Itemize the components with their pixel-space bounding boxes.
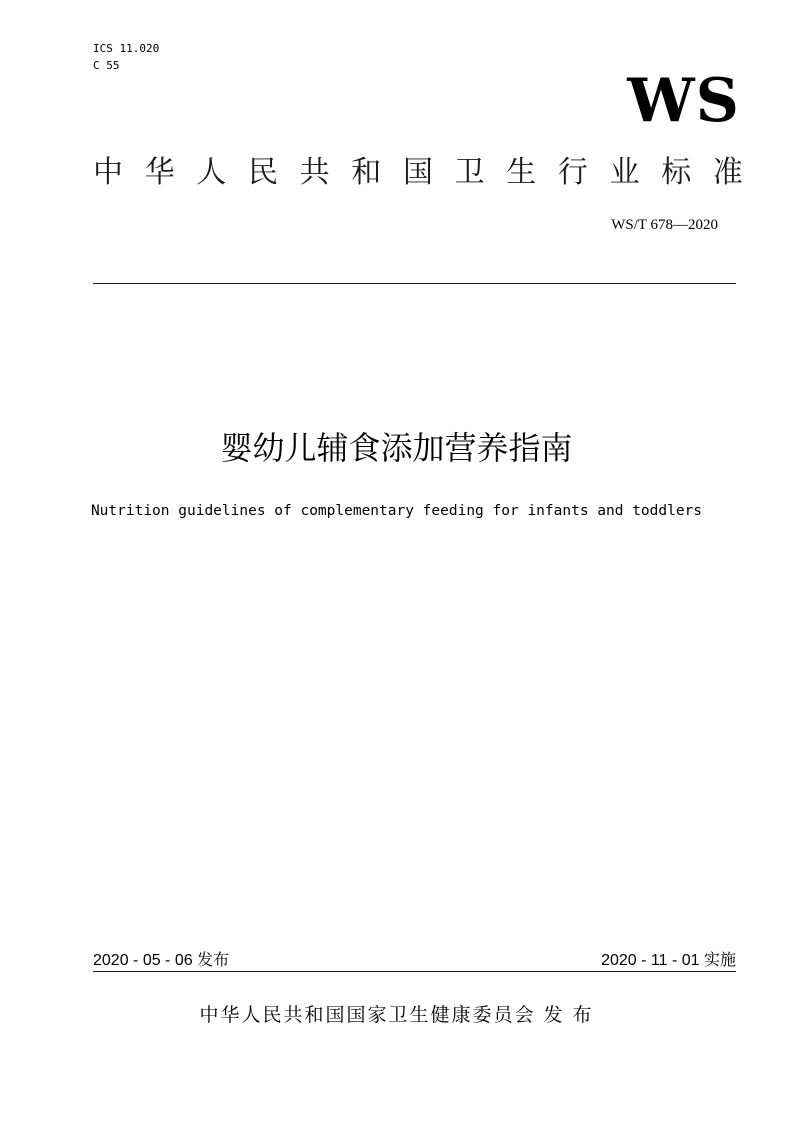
standard-title-char: 和 bbox=[351, 155, 382, 190]
standard-title-char: 业 bbox=[609, 155, 640, 190]
ws-logo: WS bbox=[627, 66, 740, 136]
standard-title-char: 人 bbox=[196, 155, 227, 190]
classification-codes bbox=[93, 40, 159, 74]
standard-title-char: 共 bbox=[299, 155, 330, 190]
class-code: C 55 bbox=[93, 59, 120, 72]
standard-title-char: 华 bbox=[144, 155, 175, 190]
ics-code: ICS 11.020 bbox=[93, 42, 160, 55]
standard-title-char: 民 bbox=[247, 155, 278, 190]
header-divider bbox=[93, 283, 736, 284]
document-title-en: Nutrition guidelines of complementary feeding for infants and toddlers bbox=[90, 503, 703, 519]
release-date: 2020 - 05 - 06 发布 bbox=[93, 952, 230, 969]
standard-title-char: 中 bbox=[93, 155, 123, 190]
standard-number: WS/T 678—2020 bbox=[611, 217, 718, 233]
issuer: 中华人民共和国国家卫生健康委员会 发 布 bbox=[199, 1004, 594, 1026]
standard-title-char: 准 bbox=[712, 155, 743, 190]
standard-title-char: 国 bbox=[402, 155, 433, 190]
standard-title-char: 标 bbox=[661, 155, 692, 190]
standard-title bbox=[93, 150, 743, 196]
standard-title-char: 卫 bbox=[454, 155, 485, 190]
document-title-cn: 婴幼儿辅食添加营养指南 bbox=[220, 429, 573, 467]
implementation-date: 2020 - 11 - 01 实施 bbox=[601, 952, 736, 969]
footer-divider bbox=[93, 971, 736, 972]
standard-title-char: 行 bbox=[557, 155, 588, 190]
standard-title-char: 生 bbox=[506, 155, 537, 190]
